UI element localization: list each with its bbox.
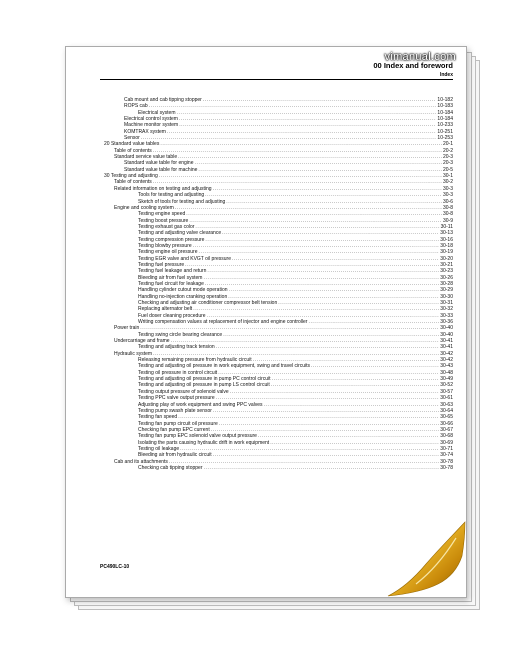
toc-entry-title: ROPS cab [124,103,148,110]
toc-entry-title: Related information on testing and adjusting [114,185,212,192]
toc-entry-title: Testing fan speed [138,414,178,421]
toc-entry-title: Testing EGR valve and KVGT oil pressure [138,255,232,262]
toc-entry [104,465,453,471]
header-divider [100,79,453,80]
toc-entry-page: 30-78 [440,458,453,465]
toc-entry-title: Testing blowby pressure [138,242,192,249]
toc-entry-title: Testing fan pump circuit oil pressure [138,420,218,427]
toc-entry-title: Testing and adjusting track tension [138,344,215,351]
toc-entry-title: Standard value table for machine [124,166,198,173]
toc-entry-title: Isolating the parts causing hydraulic drift in work equipment [138,439,270,446]
toc-entry-title: Table of contents [114,147,152,154]
toc-entry-title: Bleeding air from fuel system [138,274,203,281]
toc-entry-title: Testing pump swash plate sensor [138,407,212,414]
toc-entry-page: 20-2 [442,147,453,154]
toc-entry-title: 30 Testing and adjusting [104,173,158,180]
toc-entry-title: Power train [114,325,140,332]
toc-entry-page: 30-42 [440,357,453,364]
toc-entry-page: 10-182 [437,97,453,103]
table-of-contents [104,97,453,471]
toc-entry-page: 10-184 [437,116,453,123]
toc-entry-title: Table of contents [114,179,152,186]
toc-entry-title: 20 Standard value tables [104,141,160,148]
toc-entry-title: Checking fan pump EPC current [138,426,210,433]
toc-entry-title: Checking cab tipping stopper [138,464,203,471]
toc-entry-page: 30-2 [442,179,453,186]
toc-entry-title: Cab mount and cab tipping stopper [124,97,202,103]
toc-entry-page: 20-5 [442,166,453,173]
toc-entry-title: Bleeding air from hydraulic circuit [138,452,212,459]
toc-entry-title: Electrical system [138,109,176,116]
footer-model: PC490LC-10 [100,564,130,570]
toc-entry-title: Sketch of tools for testing and adjusting [138,198,226,205]
toc-entry-title: Testing and adjusting oil pressure in pump PC control circuit [138,376,271,383]
toc-entry-page: 30-68 [440,433,453,440]
toc-entry-page: 30-13 [440,230,453,237]
toc-entry-title: Testing fuel pressure [138,261,185,268]
toc-entry-title: Hydraulic system [114,350,153,357]
toc-entry-title: Testing compression pressure [138,236,205,243]
toc-entry-page: 30-20 [440,255,453,262]
toc-entry-title: Testing fan pump EPC solenoid valve output pressure [138,433,257,440]
toc-entry-page: 30-65 [440,414,453,421]
toc-entry-title: Releasing remaining pressure from hydraulic circuit [138,357,252,364]
watermark: vimanual.com [384,51,456,63]
toc-entry-page: 10-253 [437,135,453,142]
toc-entry-page: 30-41 [440,344,453,351]
toc-entry-page: 30-3 [442,192,453,199]
toc-entry-page: 10-251 [437,128,453,135]
toc-entry-title: Sensor [124,135,140,142]
toc-entry-page: 30-8 [442,211,453,218]
toc-entry-title: Checking and adjusting air conditioner compressor belt tension [138,300,278,306]
toc-entry-title: Standard value table for engine [124,160,194,167]
toc-entry-title: Testing fuel circuit for leakage [138,280,204,287]
toc-entry-page: 10-184 [437,109,453,116]
toc-entry-page: 30-9 [442,217,453,224]
toc-entry-title: Testing oil leakage [138,445,180,452]
document-page [65,46,467,598]
toc-entry-page: 30-48 [440,369,453,376]
toc-entry-page: 10-183 [437,103,453,110]
toc-entry-page: 30-67 [440,426,453,433]
toc-entry-page: 30-18 [440,242,453,249]
toc-entry-page: 30-28 [440,280,453,287]
toc-entry-page: 20-3 [442,154,453,161]
toc-entry-page: 30-74 [440,452,453,459]
toc-entry-title: Handling cylinder cutout mode operation [138,287,228,294]
toc-entry-page: 10-233 [437,122,453,129]
toc-entry-title: Testing and adjusting oil pressure in pump LS control circuit [138,382,270,389]
toc-entry-page: 30-6 [442,198,453,205]
toc-entry-page: 30-40 [440,325,453,332]
toc-entry-title: Writing compensation values at replacement of injector and engine controller [138,319,308,326]
toc-entry-page: 30-61 [440,395,453,402]
toc-entry-page: 30-78 [440,464,453,471]
toc-entry-page: 30-29 [440,287,453,294]
toc-entry-title: Testing engine speed [138,211,186,218]
toc-entry-page: 30-63 [440,401,453,408]
toc-entry-page: 30-30 [440,293,453,300]
toc-entry-title: Testing and adjusting oil pressure in work equipment, swing and travel circuits [138,363,311,370]
toc-entry-page: 30-31 [440,300,453,306]
toc-entry-page: 20-1 [442,141,453,148]
toc-entry-title: Undercarriage and frame [114,338,170,345]
toc-entry-title: Standard service value table [114,154,178,161]
toc-entry-page: 30-1 [442,173,453,180]
toc-entry-page: 30-32 [440,306,453,313]
toc-entry-title: Testing fuel leakage and return [138,268,207,275]
toc-entry-page: 30-57 [440,388,453,395]
toc-entry-page: 30-49 [440,376,453,383]
toc-entry-title: Handling no-injection cranking operation [138,293,228,300]
section-subtitle: Index [439,72,453,78]
toc-entry-page: 30-3 [442,185,453,192]
toc-entry-page: 30-11 [440,223,453,230]
toc-entry-title: Machine monitor system [124,122,179,129]
toc-entry-page: 30-40 [440,331,453,338]
toc-entry-title: Testing engine oil pressure [138,249,198,256]
toc-entry-title: Testing output pressure of solenoid valve [138,388,229,395]
toc-entry-title: Tools for testing and adjusting [138,192,205,199]
toc-entry-title: Adjusting play of work equipment and swing PPC valves [138,401,263,408]
toc-entry-title: Engine and cooling system [114,204,174,211]
toc-entry-title: KOMTRAX system [124,128,166,135]
toc-entry-page: 30-33 [440,312,453,319]
toc-entry-page: 30-71 [440,445,453,452]
toc-entry-page: 30-16 [440,236,453,243]
toc-entry-title: Testing and adjusting valve clearance [138,230,222,237]
toc-entry-title: Testing exhaust gas color [138,223,195,230]
toc-entry-page: 30-41 [440,338,453,345]
toc-entry-page: 30-19 [440,249,453,256]
page-curl-icon [386,520,466,610]
toc-entry-page: 30-52 [440,382,453,389]
toc-entry-title: Testing swing circle bearing clearance [138,331,223,338]
toc-entry-page: 30-42 [440,350,453,357]
toc-entry-page: 30-23 [440,268,453,275]
toc-entry-title: Testing oil pressure in control circuit [138,369,218,376]
toc-entry-page: 30-64 [440,407,453,414]
toc-entry-title: Testing PPC valve output pressure [138,395,215,402]
toc-entry-page: 30-21 [440,261,453,268]
section-title: 00 Index and foreword [373,61,453,70]
toc-entry-page: 30-66 [440,420,453,427]
toc-entry-title: Testing boost pressure [138,217,189,224]
toc-entry-title: Fuel doser cleaning procedure [138,312,206,319]
toc-entry-title: Electrical control system [124,116,178,123]
toc-entry-page: 30-36 [440,319,453,326]
toc-entry-page: 30-69 [440,439,453,446]
toc-entry-page: 30-8 [442,204,453,211]
toc-entry-title: Replacing alternator belt [138,306,193,313]
toc-leader-dots [204,465,440,471]
toc-entry-page: 30-26 [440,274,453,281]
toc-entry-title: Cab and its attachments [114,458,168,465]
toc-entry-page: 30-43 [440,363,453,370]
toc-entry-page: 20-3 [442,160,453,167]
